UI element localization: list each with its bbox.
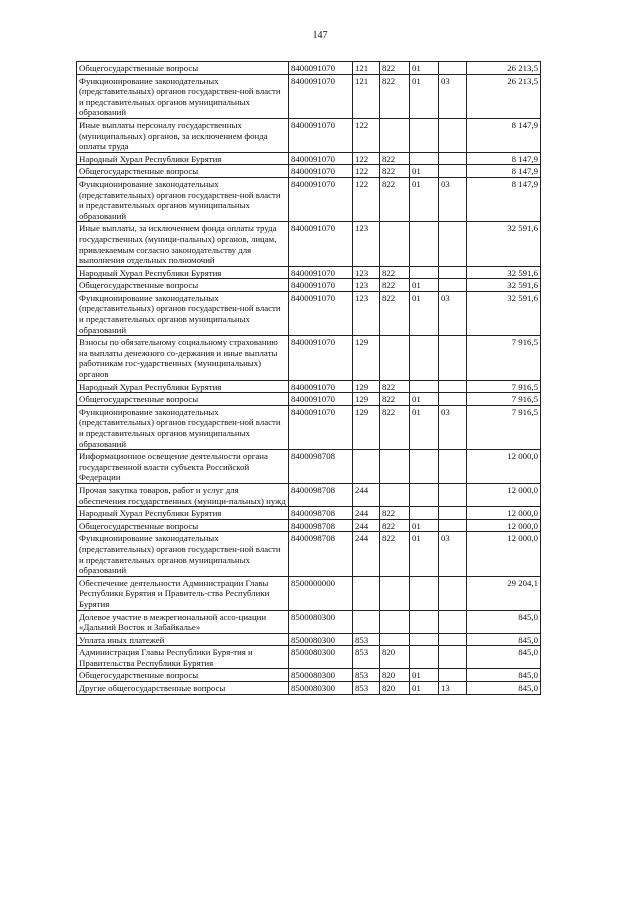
- cell-name: Народный Хурал Республики Бурятия: [77, 507, 289, 520]
- cell-name: Народный Хурал Республики Бурятия: [77, 152, 289, 165]
- cell-expense-type: 129: [353, 336, 380, 380]
- cell-admin-code: [380, 118, 410, 152]
- cell-subsection: [439, 152, 467, 165]
- cell-name: Общегосударственные вопросы: [77, 279, 289, 292]
- cell-target-code: 8400091070: [289, 266, 353, 279]
- cell-target-code: 8400091070: [289, 118, 353, 152]
- cell-section: 01: [410, 405, 439, 449]
- cell-section: [410, 576, 439, 610]
- cell-section: 01: [410, 177, 439, 221]
- cell-section: [410, 633, 439, 646]
- cell-expense-type: 244: [353, 519, 380, 532]
- cell-admin-code: [380, 336, 410, 380]
- cell-amount: 8 147,9: [467, 152, 541, 165]
- table-body: [77, 62, 541, 695]
- cell-target-code: 8500080300: [289, 633, 353, 646]
- cell-admin-code: 822: [380, 380, 410, 393]
- cell-name: Прочая закупка товаров, работ и услуг для обеспечения государственных (муници-пальных) нужд: [77, 483, 289, 506]
- cell-target-code: 8400091070: [289, 62, 353, 75]
- cell-admin-code: 820: [380, 669, 410, 682]
- budget-table: [76, 61, 541, 695]
- cell-subsection: [439, 62, 467, 75]
- cell-amount: 845,0: [467, 669, 541, 682]
- cell-name: Иные выплаты персоналу государственных (муниципальных) органов, за исключением фонда оплаты труда: [77, 118, 289, 152]
- cell-name: Обеспечение деятельности Администрации Главы Республики Бурятия и Правитель-ства Республики Бурятия: [77, 576, 289, 610]
- cell-subsection: [439, 279, 467, 292]
- table-row: [77, 152, 541, 165]
- cell-target-code: 8400091070: [289, 336, 353, 380]
- cell-expense-type: 122: [353, 118, 380, 152]
- cell-expense-type: 129: [353, 380, 380, 393]
- cell-target-code: 8500000000: [289, 576, 353, 610]
- cell-target-code: 8500080300: [289, 610, 353, 633]
- cell-target-code: 8400098708: [289, 507, 353, 520]
- table-row: [77, 576, 541, 610]
- cell-name: Уплата иных платежей: [77, 633, 289, 646]
- cell-amount: 32 591,6: [467, 266, 541, 279]
- cell-expense-type: 129: [353, 393, 380, 406]
- table-row: [77, 532, 541, 576]
- cell-subsection: 03: [439, 532, 467, 576]
- cell-section: 01: [410, 393, 439, 406]
- cell-section: [410, 152, 439, 165]
- cell-amount: 7 916,5: [467, 336, 541, 380]
- cell-name: Функционирование законодательных (представительных) органов государствен-ной власти и представительных органов муниципальных образований: [77, 532, 289, 576]
- cell-subsection: [439, 336, 467, 380]
- cell-target-code: 8400091070: [289, 177, 353, 221]
- cell-admin-code: 822: [380, 62, 410, 75]
- cell-amount: 8 147,9: [467, 177, 541, 221]
- table-row: [77, 165, 541, 178]
- cell-section: 01: [410, 519, 439, 532]
- cell-subsection: [439, 669, 467, 682]
- cell-target-code: 8400091070: [289, 291, 353, 335]
- table-row: [77, 519, 541, 532]
- cell-subsection: [439, 266, 467, 279]
- cell-name: Долевое участие в межрегиональной ассо-циации «Дальний Восток и Забайкалье»: [77, 610, 289, 633]
- table-row: [77, 336, 541, 380]
- cell-expense-type: 853: [353, 633, 380, 646]
- cell-expense-type: 123: [353, 222, 380, 266]
- cell-expense-type: 853: [353, 682, 380, 695]
- cell-section: 01: [410, 279, 439, 292]
- cell-expense-type: 121: [353, 62, 380, 75]
- cell-admin-code: 822: [380, 405, 410, 449]
- cell-expense-type: 122: [353, 152, 380, 165]
- table-row: [77, 507, 541, 520]
- cell-subsection: [439, 576, 467, 610]
- cell-name: Общегосударственные вопросы: [77, 393, 289, 406]
- cell-section: [410, 483, 439, 506]
- cell-expense-type: 123: [353, 266, 380, 279]
- cell-name: Взносы по обязательному социальному страхованию на выплаты денежного со-держания и иные выплаты работникам гос-ударственных (муниципальных) органов: [77, 336, 289, 380]
- cell-amount: 12 000,0: [467, 483, 541, 506]
- table-row: [77, 74, 541, 118]
- cell-target-code: 8400091070: [289, 165, 353, 178]
- cell-target-code: 8400098708: [289, 483, 353, 506]
- cell-name: Функционирование законодательных (представительных) органов государствен-ной власти и представительных органов муниципальных образований: [77, 405, 289, 449]
- cell-admin-code: 822: [380, 532, 410, 576]
- cell-amount: 8 147,9: [467, 165, 541, 178]
- cell-amount: 12 000,0: [467, 519, 541, 532]
- cell-section: [410, 450, 439, 484]
- cell-admin-code: 822: [380, 519, 410, 532]
- cell-target-code: 8500080300: [289, 682, 353, 695]
- cell-subsection: [439, 519, 467, 532]
- cell-admin-code: [380, 633, 410, 646]
- cell-section: [410, 336, 439, 380]
- cell-amount: 7 916,5: [467, 405, 541, 449]
- cell-amount: 32 591,6: [467, 222, 541, 266]
- cell-subsection: 03: [439, 405, 467, 449]
- cell-target-code: 8400091070: [289, 152, 353, 165]
- cell-expense-type: 853: [353, 646, 380, 669]
- cell-target-code: 8400098708: [289, 519, 353, 532]
- cell-admin-code: 820: [380, 682, 410, 695]
- cell-expense-type: 244: [353, 507, 380, 520]
- cell-section: 01: [410, 62, 439, 75]
- cell-name: Функционирование законодательных (представительных) органов государствен-ной власти и представительных органов муниципальных образований: [77, 291, 289, 335]
- cell-section: [410, 118, 439, 152]
- cell-amount: 26 213,5: [467, 74, 541, 118]
- cell-admin-code: 822: [380, 291, 410, 335]
- cell-name: Функционирование законодательных (представительных) органов государствен-ной власти и представительных органов муниципальных образований: [77, 177, 289, 221]
- cell-name: Народный Хурал Республики Бурятия: [77, 266, 289, 279]
- cell-section: [410, 266, 439, 279]
- table-row: [77, 669, 541, 682]
- cell-name: Общегосударственные вопросы: [77, 62, 289, 75]
- cell-admin-code: [380, 576, 410, 610]
- cell-subsection: [439, 393, 467, 406]
- cell-target-code: 8400091070: [289, 222, 353, 266]
- table-row: [77, 646, 541, 669]
- table-row: [77, 118, 541, 152]
- cell-target-code: 8400098708: [289, 450, 353, 484]
- cell-subsection: [439, 610, 467, 633]
- cell-subsection: 03: [439, 74, 467, 118]
- cell-subsection: [439, 633, 467, 646]
- cell-amount: 26 213,5: [467, 62, 541, 75]
- cell-expense-type: 121: [353, 74, 380, 118]
- table-row: [77, 405, 541, 449]
- cell-expense-type: 129: [353, 405, 380, 449]
- cell-admin-code: 822: [380, 279, 410, 292]
- cell-admin-code: 820: [380, 646, 410, 669]
- cell-section: [410, 380, 439, 393]
- cell-expense-type: [353, 610, 380, 633]
- cell-section: 01: [410, 165, 439, 178]
- cell-subsection: [439, 450, 467, 484]
- table-row: [77, 610, 541, 633]
- cell-name: Другие общегосударственные вопросы: [77, 682, 289, 695]
- table-row: [77, 177, 541, 221]
- cell-amount: 32 591,6: [467, 279, 541, 292]
- cell-amount: 12 000,0: [467, 507, 541, 520]
- cell-subsection: 03: [439, 291, 467, 335]
- cell-admin-code: 822: [380, 165, 410, 178]
- cell-section: 01: [410, 74, 439, 118]
- cell-expense-type: 853: [353, 669, 380, 682]
- cell-amount: 7 916,5: [467, 380, 541, 393]
- cell-admin-code: 822: [380, 74, 410, 118]
- cell-section: [410, 507, 439, 520]
- cell-name: Народный Хурал Республики Бурятия: [77, 380, 289, 393]
- cell-admin-code: 822: [380, 152, 410, 165]
- cell-expense-type: 123: [353, 291, 380, 335]
- cell-subsection: [439, 646, 467, 669]
- cell-subsection: 03: [439, 177, 467, 221]
- cell-expense-type: 122: [353, 165, 380, 178]
- cell-subsection: [439, 483, 467, 506]
- cell-admin-code: 822: [380, 507, 410, 520]
- cell-name: Иные выплаты, за исключением фонда оплаты труда государственных (муници-пальных) органов, лицам, привлекаемым согласно законодательству для выполнения отдельных полномочий: [77, 222, 289, 266]
- cell-expense-type: [353, 450, 380, 484]
- table-row: [77, 279, 541, 292]
- cell-amount: 12 000,0: [467, 450, 541, 484]
- cell-section: 01: [410, 291, 439, 335]
- table-row: [77, 62, 541, 75]
- cell-subsection: 13: [439, 682, 467, 695]
- cell-target-code: 8400091070: [289, 74, 353, 118]
- cell-expense-type: [353, 576, 380, 610]
- cell-expense-type: 244: [353, 483, 380, 506]
- cell-admin-code: 822: [380, 393, 410, 406]
- table-row: [77, 393, 541, 406]
- cell-name: Функционирование законодательных (представительных) органов государствен-ной власти и представительных органов муниципальных образований: [77, 74, 289, 118]
- table-row: [77, 483, 541, 506]
- cell-target-code: 8500080300: [289, 669, 353, 682]
- cell-section: 01: [410, 669, 439, 682]
- cell-amount: 29 204,1: [467, 576, 541, 610]
- cell-name: Общегосударственные вопросы: [77, 519, 289, 532]
- page-number: 147: [312, 30, 328, 41]
- cell-section: 01: [410, 682, 439, 695]
- table-row: [77, 291, 541, 335]
- cell-subsection: [439, 222, 467, 266]
- cell-amount: 12 000,0: [467, 532, 541, 576]
- cell-amount: 845,0: [467, 633, 541, 646]
- cell-section: 01: [410, 532, 439, 576]
- cell-expense-type: 244: [353, 532, 380, 576]
- cell-subsection: [439, 507, 467, 520]
- cell-amount: 32 591,6: [467, 291, 541, 335]
- table-row: [77, 682, 541, 695]
- table-row: [77, 633, 541, 646]
- cell-target-code: 8400091070: [289, 380, 353, 393]
- cell-admin-code: [380, 222, 410, 266]
- cell-target-code: 8400091070: [289, 405, 353, 449]
- table-row: [77, 222, 541, 266]
- cell-amount: 845,0: [467, 610, 541, 633]
- cell-admin-code: 822: [380, 177, 410, 221]
- cell-target-code: 8400091070: [289, 279, 353, 292]
- cell-admin-code: 822: [380, 266, 410, 279]
- cell-target-code: 8500080300: [289, 646, 353, 669]
- cell-name: Общегосударственные вопросы: [77, 669, 289, 682]
- cell-admin-code: [380, 610, 410, 633]
- cell-admin-code: [380, 483, 410, 506]
- cell-subsection: [439, 380, 467, 393]
- cell-subsection: [439, 165, 467, 178]
- cell-section: [410, 610, 439, 633]
- table-row: [77, 266, 541, 279]
- cell-name: Администрация Главы Республики Буря-тия и Правительства Республики Бурятия: [77, 646, 289, 669]
- cell-amount: 8 147,9: [467, 118, 541, 152]
- cell-subsection: [439, 118, 467, 152]
- cell-section: [410, 646, 439, 669]
- cell-section: [410, 222, 439, 266]
- cell-expense-type: 123: [353, 279, 380, 292]
- cell-amount: 7 916,5: [467, 393, 541, 406]
- table-row: [77, 450, 541, 484]
- cell-target-code: 8400098708: [289, 532, 353, 576]
- cell-target-code: 8400091070: [289, 393, 353, 406]
- table-row: [77, 380, 541, 393]
- cell-amount: 845,0: [467, 682, 541, 695]
- cell-name: Информационное освещение деятельности органа государственной власти субъекта Российской Федерации: [77, 450, 289, 484]
- cell-name: Общегосударственные вопросы: [77, 165, 289, 178]
- cell-amount: 845,0: [467, 646, 541, 669]
- cell-expense-type: 122: [353, 177, 380, 221]
- cell-admin-code: [380, 450, 410, 484]
